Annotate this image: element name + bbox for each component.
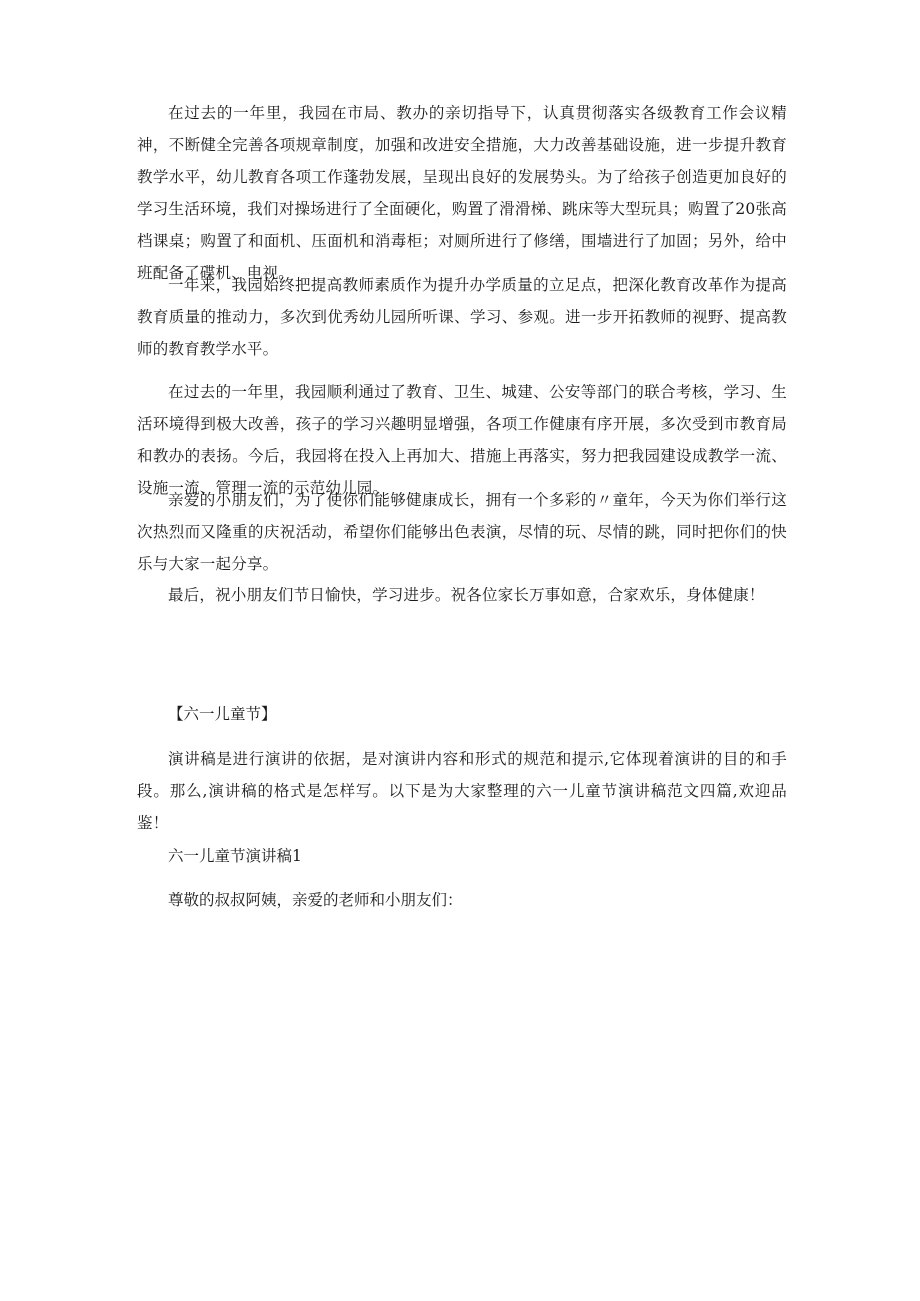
speech-title: 六一儿童节演讲稿1 <box>168 847 302 865</box>
paragraph-intro: 演讲稿是进行演讲的依据，是对演讲内容和形式的规范和提示,它体现着演讲的目的和手段。那么,演讲稿的格式是怎样写。以下是为大家整理的六一儿童节演讲稿范文四篇,欢迎品鉴！ <box>137 750 787 832</box>
paragraph-achievements: 在过去的一年里，我园在市局、教办的亲切指导下，认真贯彻落实各级教育工作会议精神，不断健全完善各项规章制度，加强和改进安全措施，大力改善基础设施，进一步提升教育教学水平，幼儿教育各项工作蓬勃发展，呈现出良好的发展势头。为了给孩子创造更加良好的学习生活环境，我们对操场进行了全面硬化，购置了滑滑梯、跳床等大型玩具；购置了20张高档课桌；购置了和面机、压面机和消毒柜；对厕所进行了修缮，围墙进行了加固；另外，给中班配备了碟机、电视。 <box>137 104 787 282</box>
salutation: 尊敬的叔叔阿姨，亲爱的老师和小朋友们： <box>168 891 463 909</box>
paragraph-closing-wishes: 最后，祝小朋友们节日愉快，学习进步。祝各位家长万事如意，合家欢乐，身体健康！ <box>168 586 765 604</box>
paragraph-inspection: 在过去的一年里，我园顺利通过了教育、卫生、城建、公安等部门的联合考核，学习、生活环境得到极大改善，孩子的学习兴趣明显增强，各项工作健康有序开展，多次受到市教育局和教办的表扬。今后，我园将在投入上再加大、措施上再落实，努力把我园建设成教学一流、设施一流、管理一流的示范幼儿园。 <box>137 383 787 497</box>
paragraph-children-wishes: 亲爱的小朋友们，为了使你们能够健康成长，拥有一个多彩的〃童年，今天为你们举行这次热烈而又隆重的庆祝活动，希望你们能够出色表演，尽情的玩、尽情的跳，同时把你们的快乐与大家一起分享。 <box>137 491 787 573</box>
section-heading: 【六一儿童节】 <box>168 705 277 723</box>
paragraph-teacher-quality: 一年来，我园始终把提高教师素质作为提升办学质量的立足点，把深化教育改革作为提高教育质量的推动力，多次到优秀幼儿园所听课、学习、参观。进一步开拓教师的视野、提高教师的教育教学水平。 <box>137 276 787 358</box>
